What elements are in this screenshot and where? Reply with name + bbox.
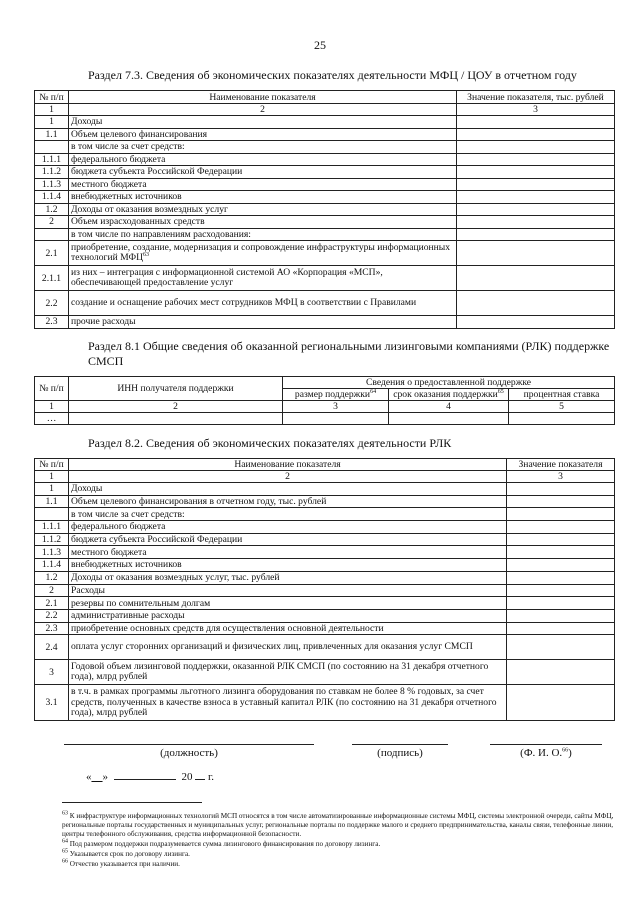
row-name: местного бюджета	[69, 546, 507, 559]
header-term-text: срок оказания поддержки	[393, 389, 498, 400]
table-row	[35, 609, 615, 622]
row-num: 2.1	[35, 241, 69, 266]
table-row	[35, 316, 615, 329]
header-number: 2	[69, 401, 283, 413]
row-name: из них – интеграция с информационной системой АО «Корпорация «МСП», обеспечивающей предоставление услуг	[69, 266, 457, 291]
row-name: Объем целевого финансирования	[69, 128, 457, 141]
table-row	[35, 685, 615, 721]
header-value: Значение показателя, тыс. рублей	[457, 91, 615, 104]
table-row	[35, 559, 615, 572]
header-num: № п/п	[35, 91, 69, 104]
table-row	[35, 241, 615, 266]
section-8-2-table	[34, 458, 615, 721]
header-number: 1	[35, 104, 69, 116]
header-numbers-row	[35, 104, 615, 116]
section-8-1-title	[88, 339, 620, 369]
row-value[interactable]	[457, 153, 615, 166]
row-num: 1.1.4	[35, 559, 69, 572]
row-value[interactable]	[457, 266, 615, 291]
position-label: (должность)	[160, 747, 218, 759]
row-value[interactable]	[457, 291, 615, 316]
footnote	[62, 850, 622, 859]
table-row	[35, 584, 615, 597]
table-row	[35, 203, 615, 216]
footnote-text: Указывается срок по договору лизинга.	[69, 850, 190, 858]
row-value[interactable]	[457, 178, 615, 191]
row-name: в том числе за счет средств:	[69, 508, 507, 521]
footnote-mark: 64	[62, 838, 68, 845]
row-name: местного бюджета	[69, 178, 457, 191]
header-number: 2	[69, 104, 457, 116]
row-inn[interactable]	[69, 413, 283, 425]
signature-line[interactable]	[352, 744, 448, 745]
header-number: 3	[457, 104, 615, 116]
header-name: Наименование показателя	[69, 91, 457, 104]
date-close-quote: »	[102, 771, 108, 783]
table-row	[35, 141, 615, 154]
row-name: Годовой объем лизинговой поддержки, оказанной РЛК СМСП (по состоянию на 31 декабря отчетного года), млрд рублей	[69, 660, 507, 685]
position-line[interactable]	[64, 744, 314, 745]
row-value[interactable]	[457, 228, 615, 241]
row-name-text: приобретение, создание, модернизация и сопровождение инфраструктуры информационных технологий МФЦ	[71, 241, 451, 263]
header-rate: процентная ставка	[509, 389, 615, 401]
row-value[interactable]	[507, 533, 615, 546]
header-term	[389, 389, 509, 401]
row-value[interactable]	[507, 521, 615, 534]
row-name: Доходы от оказания возмездных услуг	[69, 203, 457, 216]
row-name: Объем израсходованных средств	[69, 216, 457, 229]
row-value[interactable]	[457, 141, 615, 154]
row-value[interactable]	[507, 508, 615, 521]
date-year-line[interactable]	[195, 779, 205, 780]
row-num: 2.3	[35, 316, 69, 329]
row-name: Расходы	[69, 584, 507, 597]
row-value[interactable]	[457, 316, 615, 329]
row-name: резервы по сомнительным долгам	[69, 597, 507, 610]
row-num: 1.1.2	[35, 166, 69, 179]
row-value[interactable]	[507, 609, 615, 622]
table-row	[35, 413, 615, 425]
row-num: 1	[35, 116, 69, 129]
row-name: прочие расходы	[69, 316, 457, 329]
header-size-text: размер поддержки	[294, 389, 371, 400]
header-value: Значение показателя	[507, 459, 615, 471]
table-row	[35, 153, 615, 166]
row-num: 1.1.4	[35, 191, 69, 204]
header-num: № п/п	[35, 377, 69, 401]
header-number: 4	[389, 401, 509, 413]
row-num: 1	[35, 483, 69, 496]
row-num: 1.1.1	[35, 521, 69, 534]
footnote-mark: 65	[62, 848, 68, 855]
table-row	[35, 521, 615, 534]
section-8-2-title: Раздел 8.2. Сведения об экономических показателях деятельности РЛК	[88, 436, 452, 450]
row-num: 1.1.2	[35, 533, 69, 546]
row-num: 1.1	[35, 495, 69, 508]
row-name: в том числе за счет средств:	[69, 141, 457, 154]
row-ellipsis: …	[35, 413, 69, 425]
row-name: оплата услуг сторонних организаций и физических лиц, привлеченных для оказания услуг СМСП	[69, 635, 507, 660]
row-name: Доходы от оказания возмездных услуг, тыс. рублей	[69, 571, 507, 584]
header-number: 3	[283, 401, 389, 413]
row-num	[35, 141, 69, 154]
table-row	[35, 508, 615, 521]
row-size[interactable]	[283, 413, 389, 425]
table-row	[35, 635, 615, 660]
row-value[interactable]	[457, 216, 615, 229]
row-value[interactable]	[507, 622, 615, 635]
date-field[interactable]	[86, 771, 214, 783]
row-value[interactable]	[507, 597, 615, 610]
row-num: 1.1.3	[35, 546, 69, 559]
row-value[interactable]	[457, 241, 615, 266]
table-row	[35, 191, 615, 204]
section-7-3-table	[34, 90, 615, 329]
footnote	[62, 840, 622, 849]
row-num: 1.1.3	[35, 178, 69, 191]
row-name: внебюджетных источников	[69, 559, 507, 572]
row-name	[69, 241, 457, 266]
section-8-1-table	[34, 376, 615, 425]
header-numbers-row	[35, 401, 615, 413]
row-num: 3.1	[35, 685, 69, 721]
section-7-3-title: Раздел 7.3. Сведения об экономических показателях деятельности МФЦ / ЦОУ в отчетном году	[88, 68, 577, 82]
date-open-quote: «	[86, 771, 92, 783]
footnote	[62, 812, 622, 839]
table-row	[35, 128, 615, 141]
table-row	[35, 533, 615, 546]
row-name: бюджета субъекта Российской Федерации	[69, 166, 457, 179]
row-value[interactable]	[507, 571, 615, 584]
header-number: 1	[35, 471, 69, 483]
table-row	[35, 660, 615, 685]
table-row	[35, 116, 615, 129]
row-name: Объем целевого финансирования в отчетном году, тыс. рублей	[69, 495, 507, 508]
row-name: в т.ч. в рамках программы льготного лизинга оборудования по ставкам не более 8 % годовых, за счет средств, полученных в качестве взноса в уставный капитал РЛК (по состоянию на 31 декабря отчетного года), млрд рублей	[69, 685, 507, 721]
header-support-group: Сведения о предоставленной поддержке	[283, 377, 615, 389]
row-value[interactable]	[507, 559, 615, 572]
footnote-mark: 63	[62, 810, 68, 817]
table-header-row	[35, 459, 615, 471]
row-value[interactable]	[457, 166, 615, 179]
row-num: 2	[35, 216, 69, 229]
footnote-ref: 65	[497, 388, 504, 395]
row-num: 2.2	[35, 291, 69, 316]
table-row	[35, 571, 615, 584]
footnote-mark: 66	[62, 858, 68, 865]
signature-label: (подпись)	[377, 747, 423, 759]
table-header-row	[35, 91, 615, 104]
row-term[interactable]	[389, 413, 509, 425]
row-name: Доходы	[69, 483, 507, 496]
row-num	[35, 508, 69, 521]
table-row	[35, 178, 615, 191]
row-num: 2	[35, 584, 69, 597]
footnote-ref: 63	[143, 251, 150, 258]
footnote-ref: 66	[562, 747, 569, 754]
row-name: внебюджетных источников	[69, 191, 457, 204]
row-value[interactable]	[507, 584, 615, 597]
row-name: создание и оснащение рабочих мест сотрудников МФЦ в соответствии с Правилами	[69, 291, 457, 316]
page-number: 25	[314, 38, 326, 52]
row-value[interactable]	[507, 685, 615, 721]
row-value[interactable]	[457, 116, 615, 129]
row-value[interactable]	[507, 495, 615, 508]
row-value[interactable]	[507, 635, 615, 660]
row-num: 2.2	[35, 609, 69, 622]
header-number: 1	[35, 401, 69, 413]
row-name: бюджета субъекта Российской Федерации	[69, 533, 507, 546]
header-numbers-row	[35, 471, 615, 483]
header-number: 5	[509, 401, 615, 413]
footnote	[62, 860, 622, 869]
header-number: 2	[69, 471, 507, 483]
row-num: 2.4	[35, 635, 69, 660]
table-row	[35, 495, 615, 508]
footnote-text: Под размером поддержки подразумевается сумма лизингового финансирования по договору лизинга.	[69, 840, 381, 848]
table-row	[35, 266, 615, 291]
row-rate[interactable]	[509, 413, 615, 425]
table-row	[35, 546, 615, 559]
row-num: 2.3	[35, 622, 69, 635]
section-8-1-title-text: Раздел 8.1 Общие сведения об оказанной региональными лизинговыми компаниями (РЛК) поддержке СМСП	[88, 339, 610, 368]
row-num: 1.1	[35, 128, 69, 141]
row-value[interactable]	[507, 660, 615, 685]
footnote-text: Отчество указывается при наличии.	[69, 860, 180, 868]
table-row	[35, 216, 615, 229]
row-value[interactable]	[457, 203, 615, 216]
footnote-separator	[62, 802, 202, 803]
row-name: Доходы	[69, 116, 457, 129]
footnote-ref: 64	[370, 388, 377, 395]
table-row	[35, 166, 615, 179]
header-name: Наименование показателя	[69, 459, 507, 471]
row-num	[35, 228, 69, 241]
date-year: 20	[181, 771, 193, 783]
row-name: федерального бюджета	[69, 153, 457, 166]
row-num: 1.1.1	[35, 153, 69, 166]
row-value[interactable]	[457, 128, 615, 141]
table-row	[35, 483, 615, 496]
fio-label-end: )	[568, 747, 572, 759]
row-name: административные расходы	[69, 609, 507, 622]
table-header-row	[35, 377, 615, 389]
table-row	[35, 228, 615, 241]
row-name: федерального бюджета	[69, 521, 507, 534]
row-num: 3	[35, 660, 69, 685]
date-month-line[interactable]	[114, 779, 176, 780]
header-num: № п/п	[35, 459, 69, 471]
table-row	[35, 622, 615, 635]
table-row	[35, 291, 615, 316]
row-num: 1.2	[35, 571, 69, 584]
row-name: в том числе по направлениям расходования:	[69, 228, 457, 241]
row-value[interactable]	[457, 191, 615, 204]
header-size	[283, 389, 389, 401]
fio-label	[490, 747, 602, 759]
row-num: 2.1	[35, 597, 69, 610]
footnote-text: К инфраструктуре информационных технологий МСП относятся в том числе автоматизированные информационные системы МФЦ, системы электронной очереди, сайты МФЦ, региональные порталы государственных и муниципальных услуг, региональные порталы по поддержке малого и среднего предпринимательства, каналы связи, телефонные линии, центры телефонного обслуживания, средства информационной безопасности.	[62, 812, 614, 838]
row-value[interactable]	[507, 546, 615, 559]
fio-line[interactable]	[490, 744, 602, 745]
header-inn: ИНН получателя поддержки	[69, 377, 283, 401]
row-name: приобретение основных средств для осуществления основной деятельности	[69, 622, 507, 635]
date-day[interactable]: __	[91, 771, 103, 783]
fio-label-text: (Ф. И. О.	[520, 747, 563, 759]
header-number: 3	[507, 471, 615, 483]
date-year-suffix: г.	[208, 771, 215, 783]
row-num: 1.2	[35, 203, 69, 216]
row-num: 2.1.1	[35, 266, 69, 291]
table-row	[35, 597, 615, 610]
row-value[interactable]	[507, 483, 615, 496]
